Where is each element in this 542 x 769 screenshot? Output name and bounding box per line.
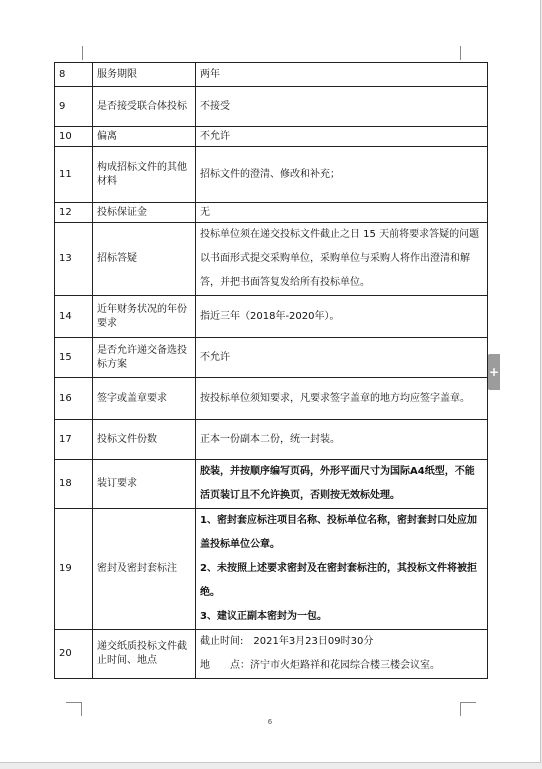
row-item: 投标保证金	[93, 203, 196, 223]
row-number: 9	[55, 87, 93, 127]
row-content	[196, 147, 488, 203]
crop-mark	[460, 702, 461, 716]
content-line: 正本一份副本二份，统一封装。	[200, 433, 340, 445]
content-line: 截止时间: 2021年3月23日09时30分	[200, 636, 374, 647]
table-row	[55, 87, 488, 127]
table-row	[55, 203, 488, 223]
table-row	[55, 223, 488, 296]
row-number: 13	[55, 223, 93, 296]
crop-mark	[460, 46, 461, 60]
content-line: 3、建议正副本密封为一包。	[200, 611, 327, 622]
content-line: 指近三年（2018年-2020年）。	[200, 310, 340, 322]
content-line: 不允许	[200, 130, 230, 142]
row-number: 18	[55, 460, 93, 509]
row-content	[196, 203, 488, 223]
row-item: 构成招标文件的其他材料	[93, 147, 196, 203]
table-row	[55, 127, 488, 147]
crop-mark	[66, 702, 82, 703]
table-row	[55, 147, 488, 203]
table-row	[55, 296, 488, 338]
row-content	[196, 87, 488, 127]
table-row	[55, 378, 488, 420]
table-row	[55, 460, 488, 509]
table-row	[55, 420, 488, 460]
content-line: 地 点：济宁市火炬路祥和花园综合楼三楼会议室。	[200, 660, 440, 671]
row-content	[196, 420, 488, 460]
content-line: 按投标单位须知要求，凡要求签字盖章的地方均应签字盖章。	[200, 392, 470, 404]
row-number: 16	[55, 378, 93, 420]
row-content	[196, 509, 488, 630]
crop-mark	[460, 702, 476, 703]
row-item: 签字或盖章要求	[93, 378, 196, 420]
row-number: 20	[55, 630, 93, 679]
row-content	[196, 338, 488, 378]
row-item: 递交纸质投标文件截止时间、地点	[93, 630, 196, 679]
crop-mark	[81, 702, 82, 716]
row-number: 19	[55, 509, 93, 630]
content-line: 招标文件的澄清、修改和补充；	[200, 168, 340, 180]
row-item: 近年财务状况的年份要求	[93, 296, 196, 338]
row-number: 11	[55, 147, 93, 203]
page-number: 6	[267, 718, 273, 726]
row-item: 是否接受联合体投标	[93, 87, 196, 127]
row-number: 14	[55, 296, 93, 338]
content-line: 2、未按照上述要求密封及在密封套标注的，其投标文件将被拒绝。	[200, 563, 477, 598]
row-number: 12	[55, 203, 93, 223]
row-content	[196, 63, 488, 87]
content-line: 1、密封套应标注项目名称、投标单位名称，密封套封口处应加盖投标单位公章。	[200, 515, 477, 550]
row-number: 17	[55, 420, 93, 460]
content-line: 不允许	[200, 351, 230, 363]
row-item: 是否允许递交备选投标方案	[93, 338, 196, 378]
row-number: 15	[55, 338, 93, 378]
content-line: 两年	[200, 68, 220, 80]
bid-requirements-table	[54, 62, 488, 679]
content-line: 无	[200, 206, 210, 218]
table-row	[55, 338, 488, 378]
content-line: 投标单位须在递交投标文件截止之日 15 天前将要求答疑的问题以书面形式提交采购单位，采购单位与采购人将作出澄清和解答，并把书面答复发给所有投标单位。	[200, 229, 480, 288]
row-content	[196, 460, 488, 509]
row-item: 服务期限	[93, 63, 196, 87]
row-content	[196, 630, 488, 679]
row-item: 装订要求	[93, 460, 196, 509]
table-row	[55, 509, 488, 630]
row-item: 偏离	[93, 127, 196, 147]
row-number: 10	[55, 127, 93, 147]
expand-panel-button[interactable]: +	[488, 354, 500, 390]
content-line: 不接受	[200, 100, 230, 112]
table-row	[55, 63, 488, 87]
row-content	[196, 223, 488, 296]
crop-mark	[82, 46, 83, 60]
content-line: 胶装，并按顺序编写页码，外形平面尺寸为国际A4纸型，不能活页装订且不允许换页，否则按无效标处理。	[200, 466, 475, 501]
row-content	[196, 296, 488, 338]
row-item: 投标文件份数	[93, 420, 196, 460]
row-content	[196, 378, 488, 420]
row-item: 密封及密封套标注	[93, 509, 196, 630]
row-item: 招标答疑	[93, 223, 196, 296]
row-content	[196, 127, 488, 147]
row-number: 8	[55, 63, 93, 87]
table-row	[55, 630, 488, 679]
